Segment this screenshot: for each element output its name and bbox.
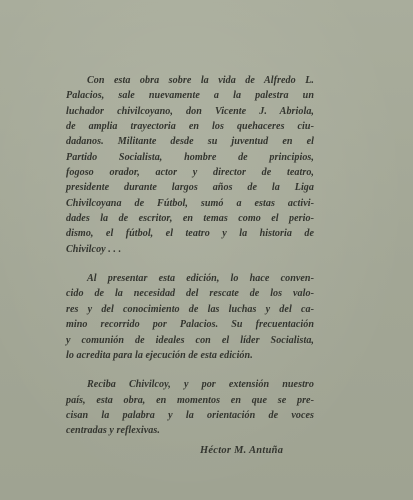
paragraph-1 <box>66 73 314 257</box>
text-line: lo acredita para la ejecución de esta edición. <box>66 349 253 361</box>
body-text <box>66 73 314 439</box>
text-line: Reciba Chivilcoy, y por extensión nuestro <box>87 379 314 391</box>
text-line: cido de la necesidad del rescate de los valo- <box>66 288 314 300</box>
text-line: res y del conocimiento de las luchas y del ca- <box>66 303 314 315</box>
text-line: de amplia trayectoria en los quehaceres ciu- <box>66 121 314 133</box>
paragraph-2 <box>66 271 314 363</box>
text-line: Chivilcoyana de Fútbol, sumó a estas activi- <box>66 197 314 209</box>
text-line: centradas y reflexivas. <box>66 425 160 437</box>
text-line: dades la de escritor, en temas como el perio- <box>66 213 314 225</box>
text-line: mino recorrido por Palacios. Su frecuentación <box>66 319 314 331</box>
text-line: cisan la palabra y la orientación de voces <box>66 409 314 421</box>
text-line: dismo, el fútbol, el teatro y la historia de <box>66 228 314 240</box>
text-line: luchador chivilcoyano, don Vicente J. Abriola, <box>66 105 314 117</box>
text-line: Chivilcoy . . . <box>66 243 122 255</box>
text-line: presidente durante largos años de la Liga <box>66 182 314 194</box>
text-line: país, esta obra, en momentos en que se pre- <box>66 394 314 406</box>
text-line: Palacios, sale nuevamente a la palestra un <box>66 90 314 102</box>
paragraph-3 <box>66 377 314 438</box>
signature: Héctor M. Antuña <box>200 445 284 456</box>
text-line: Al presentar esta edición, lo hace conven- <box>87 273 314 285</box>
text-line: fogoso orador, actor y director de teatro, <box>66 167 314 179</box>
text-line: Partido Socialista, hombre de principios, <box>66 151 314 163</box>
text-line: Con esta obra sobre la vida de Alfredo L. <box>87 75 314 86</box>
text-line: y comunión de ideales con el líder Socialista, <box>66 334 314 346</box>
text-line: dadanos. Militante desde su juventud en el <box>66 136 314 148</box>
